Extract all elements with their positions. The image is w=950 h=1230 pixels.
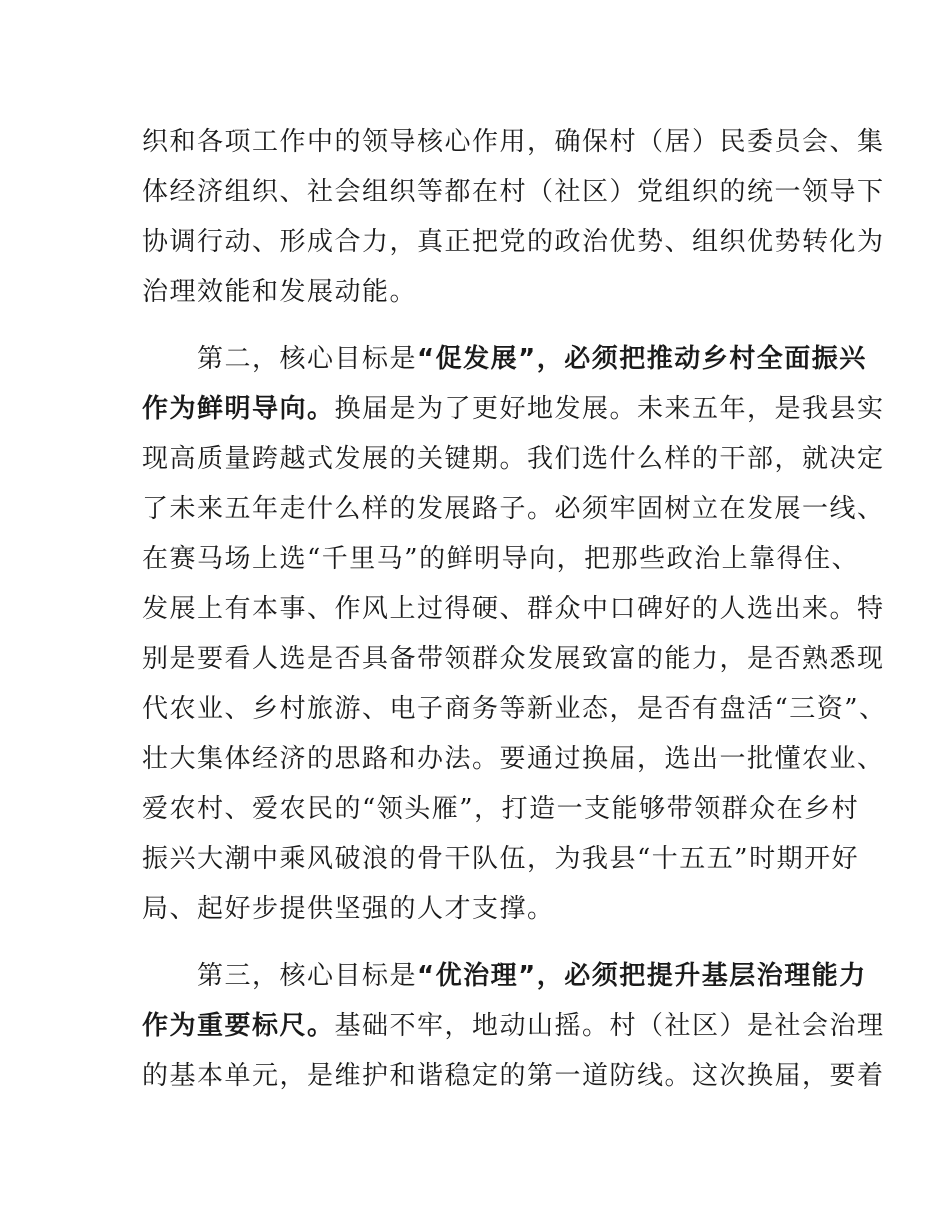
text-line: 作为鲜明导向。换届是为了更好地发展。未来五年，是我县实 [142,394,885,424]
bold-heading: “优治理”，必须把提升基层治理能力 [417,961,867,991]
text-line: 了未来五年走什么样的发展路子。必须牢固树立在发展一线、 [142,494,885,524]
text-line: 现高质量跨越式发展的关键期。我们选什么样的干部，就决定 [142,444,885,474]
text-line: 织和各项工作中的领导核心作用，确保村（居）民委员会、集 [142,127,885,157]
bold-heading: “促发展”，必须把推动乡村全面振兴 [417,344,867,374]
text-line: 振兴大潮中乘风破浪的骨干队伍，为我县“十五五”时期开好 [142,844,860,874]
text-line: 协调行动、形成合力，真正把党的政治优势、组织优势转化为 [142,227,885,257]
text-line: 别是要看人选是否具备带领群众发展致富的能力，是否熟悉现 [142,644,885,674]
text-line: 发展上有本事、作风上过得硬、群众中口碑好的人选出来。特 [142,594,885,624]
text-line: 治理效能和发展动能。 [142,277,418,307]
bold-heading: 作为重要标尺。 [142,1011,335,1041]
text-line: 代农业、乡村旅游、电子商务等新业态，是否有盘活“三资”、 [142,694,887,724]
text-line: 局、起好步提供坚强的人才支撑。 [142,894,555,924]
text-line: 在赛马场上选“千里马”的鲜明导向，把那些政治上靠得住、 [142,544,860,574]
text-line: 爱农村、爱农民的“领头雁”，打造一支能够带领群众在乡村 [142,794,860,824]
text-line: 的基本单元，是维护和谐稳定的第一道防线。这次换届，要着 [142,1061,885,1091]
paragraph-heading-line: 第三，核心目标是“优治理”，必须把提升基层治理能力 [142,961,867,991]
bold-heading: 作为鲜明导向。 [142,394,335,424]
text-line: 壮大集体经济的思路和办法。要通过换届，选出一批懂农业、 [142,744,885,774]
text-line: 体经济组织、社会组织等都在村（社区）党组织的统一领导下 [142,177,885,207]
text-line: 作为重要标尺。基础不牢，地动山摇。村（社区）是社会治理 [142,1011,885,1041]
paragraph-heading-line: 第二，核心目标是“促发展”，必须把推动乡村全面振兴 [142,344,867,374]
